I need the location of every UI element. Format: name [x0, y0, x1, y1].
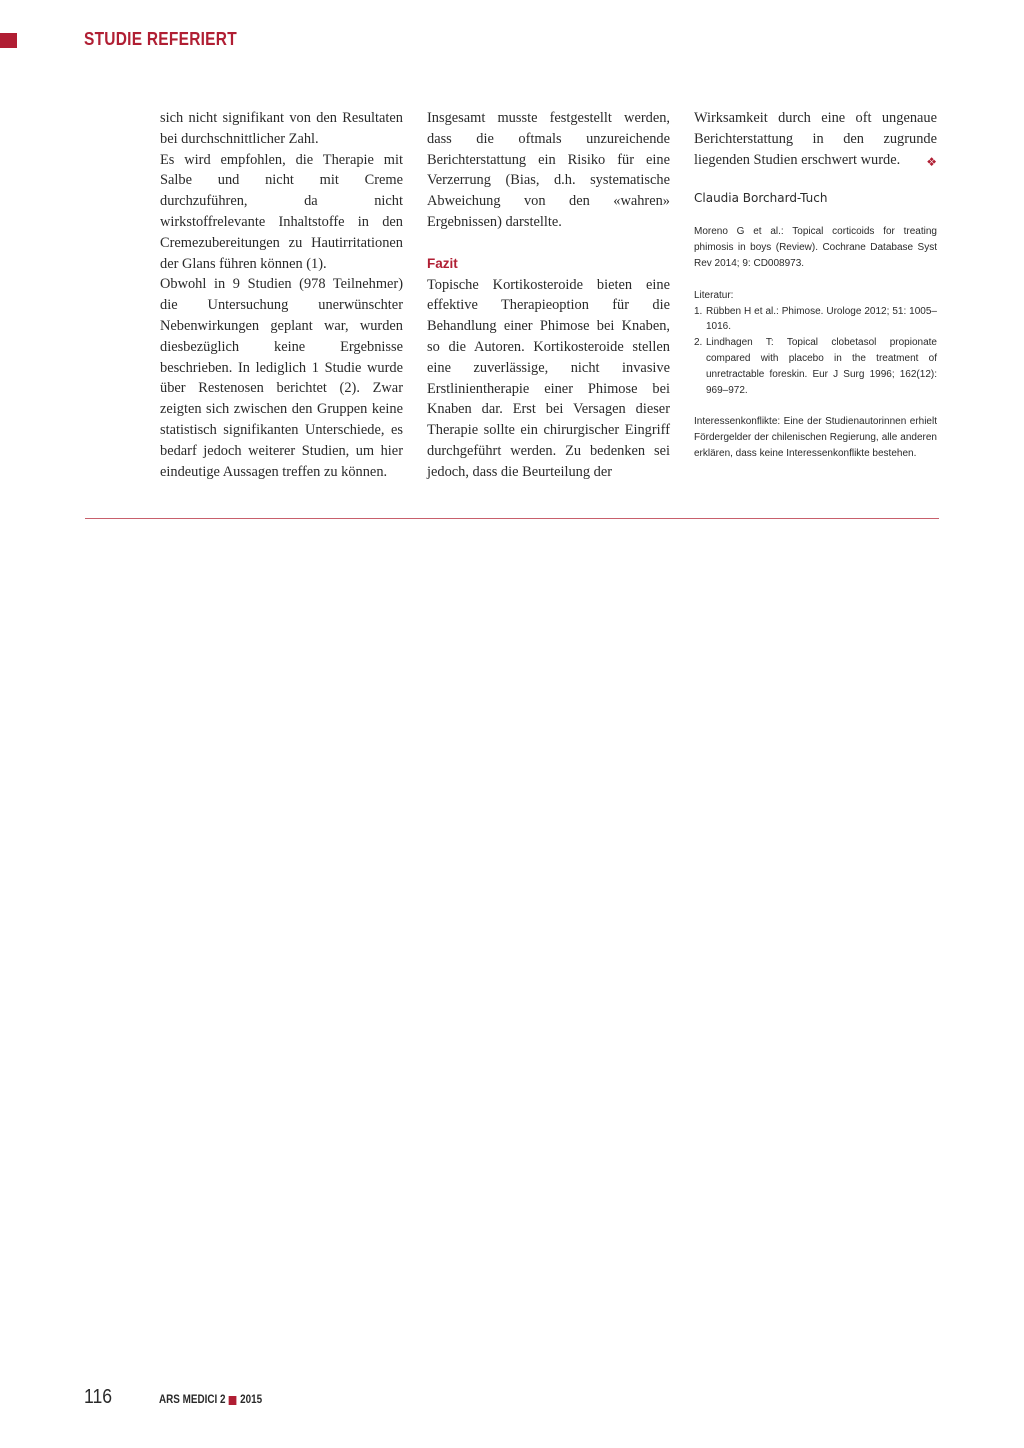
journal-year: 2015 [240, 1394, 263, 1406]
journal-footer [159, 1394, 262, 1406]
header-accent-square [0, 33, 17, 48]
text-column-1 [160, 108, 403, 482]
fazit-heading: Fazit [427, 255, 458, 271]
paragraph: Obwohl in 9 Studien (978 Teilnehmer) die Untersuchung unerwünschter Nebenwirkungen geplant war, wurden diesbezüglich keine Ergebnisse beschrieben. In lediglich 1 Studie wurde über Restenosen berichtet (2). Zwar zeigten sich zwischen den Gruppen keine statistisch signifikanten Unterschiede, es bedarf jedoch weiterer Studien, um hier eindeutige Aussagen treffen zu können. [160, 276, 403, 480]
end-of-article-icon: ❖ [926, 154, 937, 169]
reference-item [694, 335, 937, 398]
paragraph: sich nicht signifikant von den Resultaten bei durchschnittlicher Zahl. [160, 110, 403, 147]
reference-text: Rübben H et al.: Phimose. Urologe 2012; 51: 1005–1016. [706, 305, 937, 333]
paragraph: Topische Kortikosteroide bieten eine effektive Therapieoption für die Behandlung einer Phimose bei Knaben, so die Autoren. Kortikosteroide stellen eine zuverlässige, nicht invasive Erstlinientherapie einer Phimose bei Knaben dar. Erst bei Versagen dieser Therapie sollte ein chirurgischer Eingriff durchgeführt werden. Zu bedenken sei jedoch, dass die Beurteilung der [427, 276, 670, 480]
section-divider [85, 518, 939, 519]
reference-list [694, 304, 937, 399]
journal-name: ARS MEDICI 2 [159, 1394, 226, 1406]
author-name: Claudia Borchard-Tuch [694, 191, 828, 206]
continuation-text: Wirksamkeit durch eine oft ungenaue Berichterstattung in den zugrunde liegenden Studien erschwert wurde. [694, 110, 937, 168]
section-label: STUDIE REFERIERT [84, 29, 237, 49]
reference-number: 1. [694, 305, 703, 317]
footer-separator-square [229, 1396, 237, 1405]
paragraph: Es wird empfohlen, die Therapie mit Salbe und nicht mit Creme durchzuführen, da nicht wirkstoffrelevante Inhaltstoffe in den Cremezubereitungen zu Hautirritationen der Glans führen können (1). [160, 151, 403, 272]
paragraph-end [694, 108, 937, 170]
paragraph: Insgesamt musste festgestellt werden, dass die oftmals unzureichende Berichterstattung ein Risiko für eine Verzerrung (Bias, d.h. systematische Abweichung von den «wahren» Ergebnissen) darstellte. [427, 110, 670, 230]
page-number: 116 [84, 1386, 113, 1408]
conflicts-of-interest: Interessenkonflikte: Eine der Studienautorinnen erhielt Fördergelder der chilenischen Regierung, alle anderen erklären, dass keine Interessenkonflikte bestehen. [694, 416, 937, 459]
reference-text: Lindhagen T: Topical clobetasol propionate compared with placebo in the treatment of unretractable foreskin. Eur J Surg 1996; 162(12): 969–972. [706, 337, 937, 396]
text-column-3 [694, 108, 937, 462]
text-column-2 [427, 108, 670, 483]
reference-item [694, 304, 937, 336]
reference-number: 2. [694, 337, 703, 349]
source-citation: Moreno G et al.: Topical corticoids for treating phimosis in boys (Review). Cochrane Database Syst Rev 2014; 9: CD008973. [694, 226, 937, 269]
literature-heading: Literatur: [694, 289, 734, 301]
